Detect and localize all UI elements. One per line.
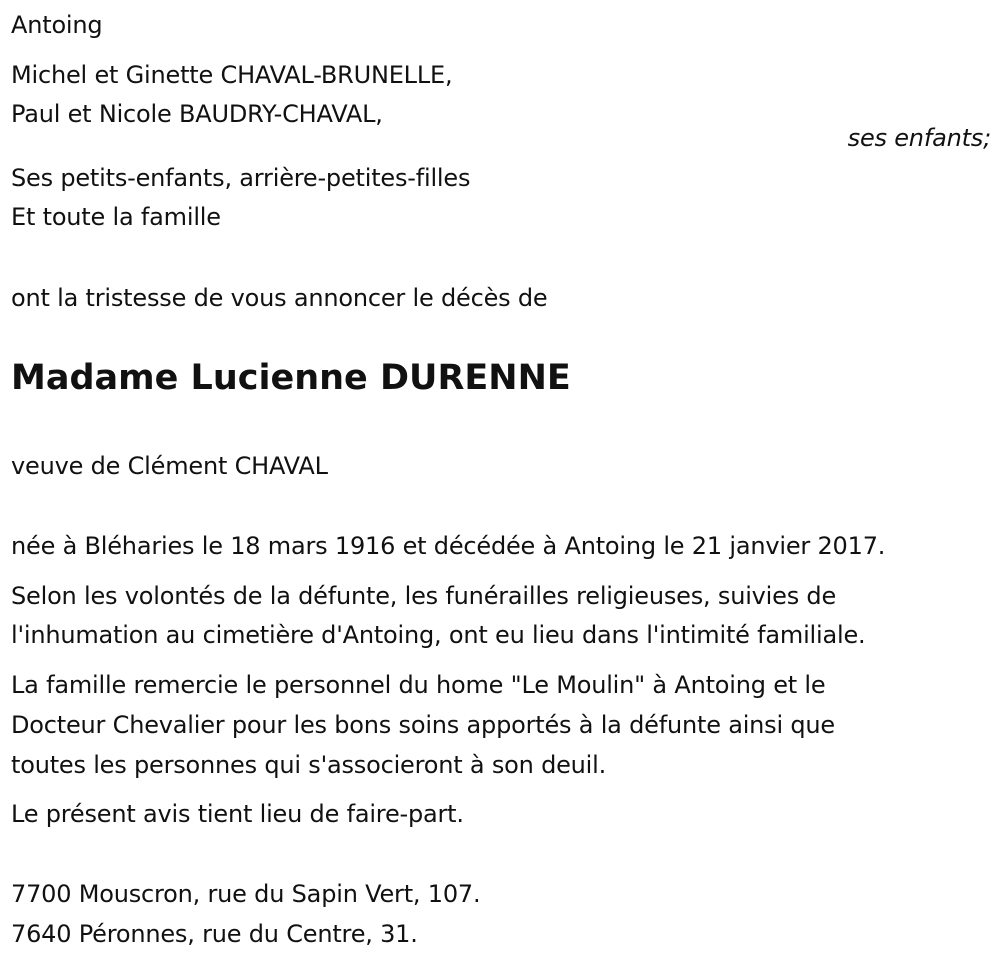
children-label: ses enfants; — [847, 124, 991, 152]
child-line: Paul et Nicole BAUDRY-CHAVAL, — [11, 100, 383, 128]
thanks-line: La famille remercie le personnel du home "Le Moulin" à Antoing et le — [11, 671, 826, 699]
family-line: Ses petits-enfants, arrière-petites-filles — [11, 164, 471, 192]
deceased-name: Madame Lucienne DURENNE — [11, 358, 571, 398]
widow-of: veuve de Clément CHAVAL — [11, 452, 328, 480]
funeral-line: Selon les volontés de la défunte, les funérailles religieuses, suivies de — [11, 582, 837, 610]
family-line: Et toute la famille — [11, 203, 221, 231]
town: Antoing — [11, 11, 103, 39]
child-line: Michel et Ginette CHAVAL-BRUNELLE, — [11, 61, 453, 89]
funeral-line: l'inhumation au cimetière d'Antoing, ont eu lieu dans l'intimité familiale. — [11, 621, 866, 649]
thanks-line: toutes les personnes qui s'associeront à son deuil. — [11, 751, 607, 779]
announcement: ont la tristesse de vous annoncer le décès de — [11, 284, 548, 312]
address-line: 7640 Péronnes, rue du Centre, 31. — [11, 920, 418, 948]
address-line: 7700 Mouscron, rue du Sapin Vert, 107. — [11, 880, 481, 908]
birth-death: née à Bléharies le 18 mars 1916 et décédée à Antoing le 21 janvier 2017. — [11, 532, 886, 560]
thanks-line: Docteur Chevalier pour les bons soins apportés à la défunte ainsi que — [11, 711, 835, 739]
notice-statement: Le présent avis tient lieu de faire-part. — [11, 800, 464, 828]
